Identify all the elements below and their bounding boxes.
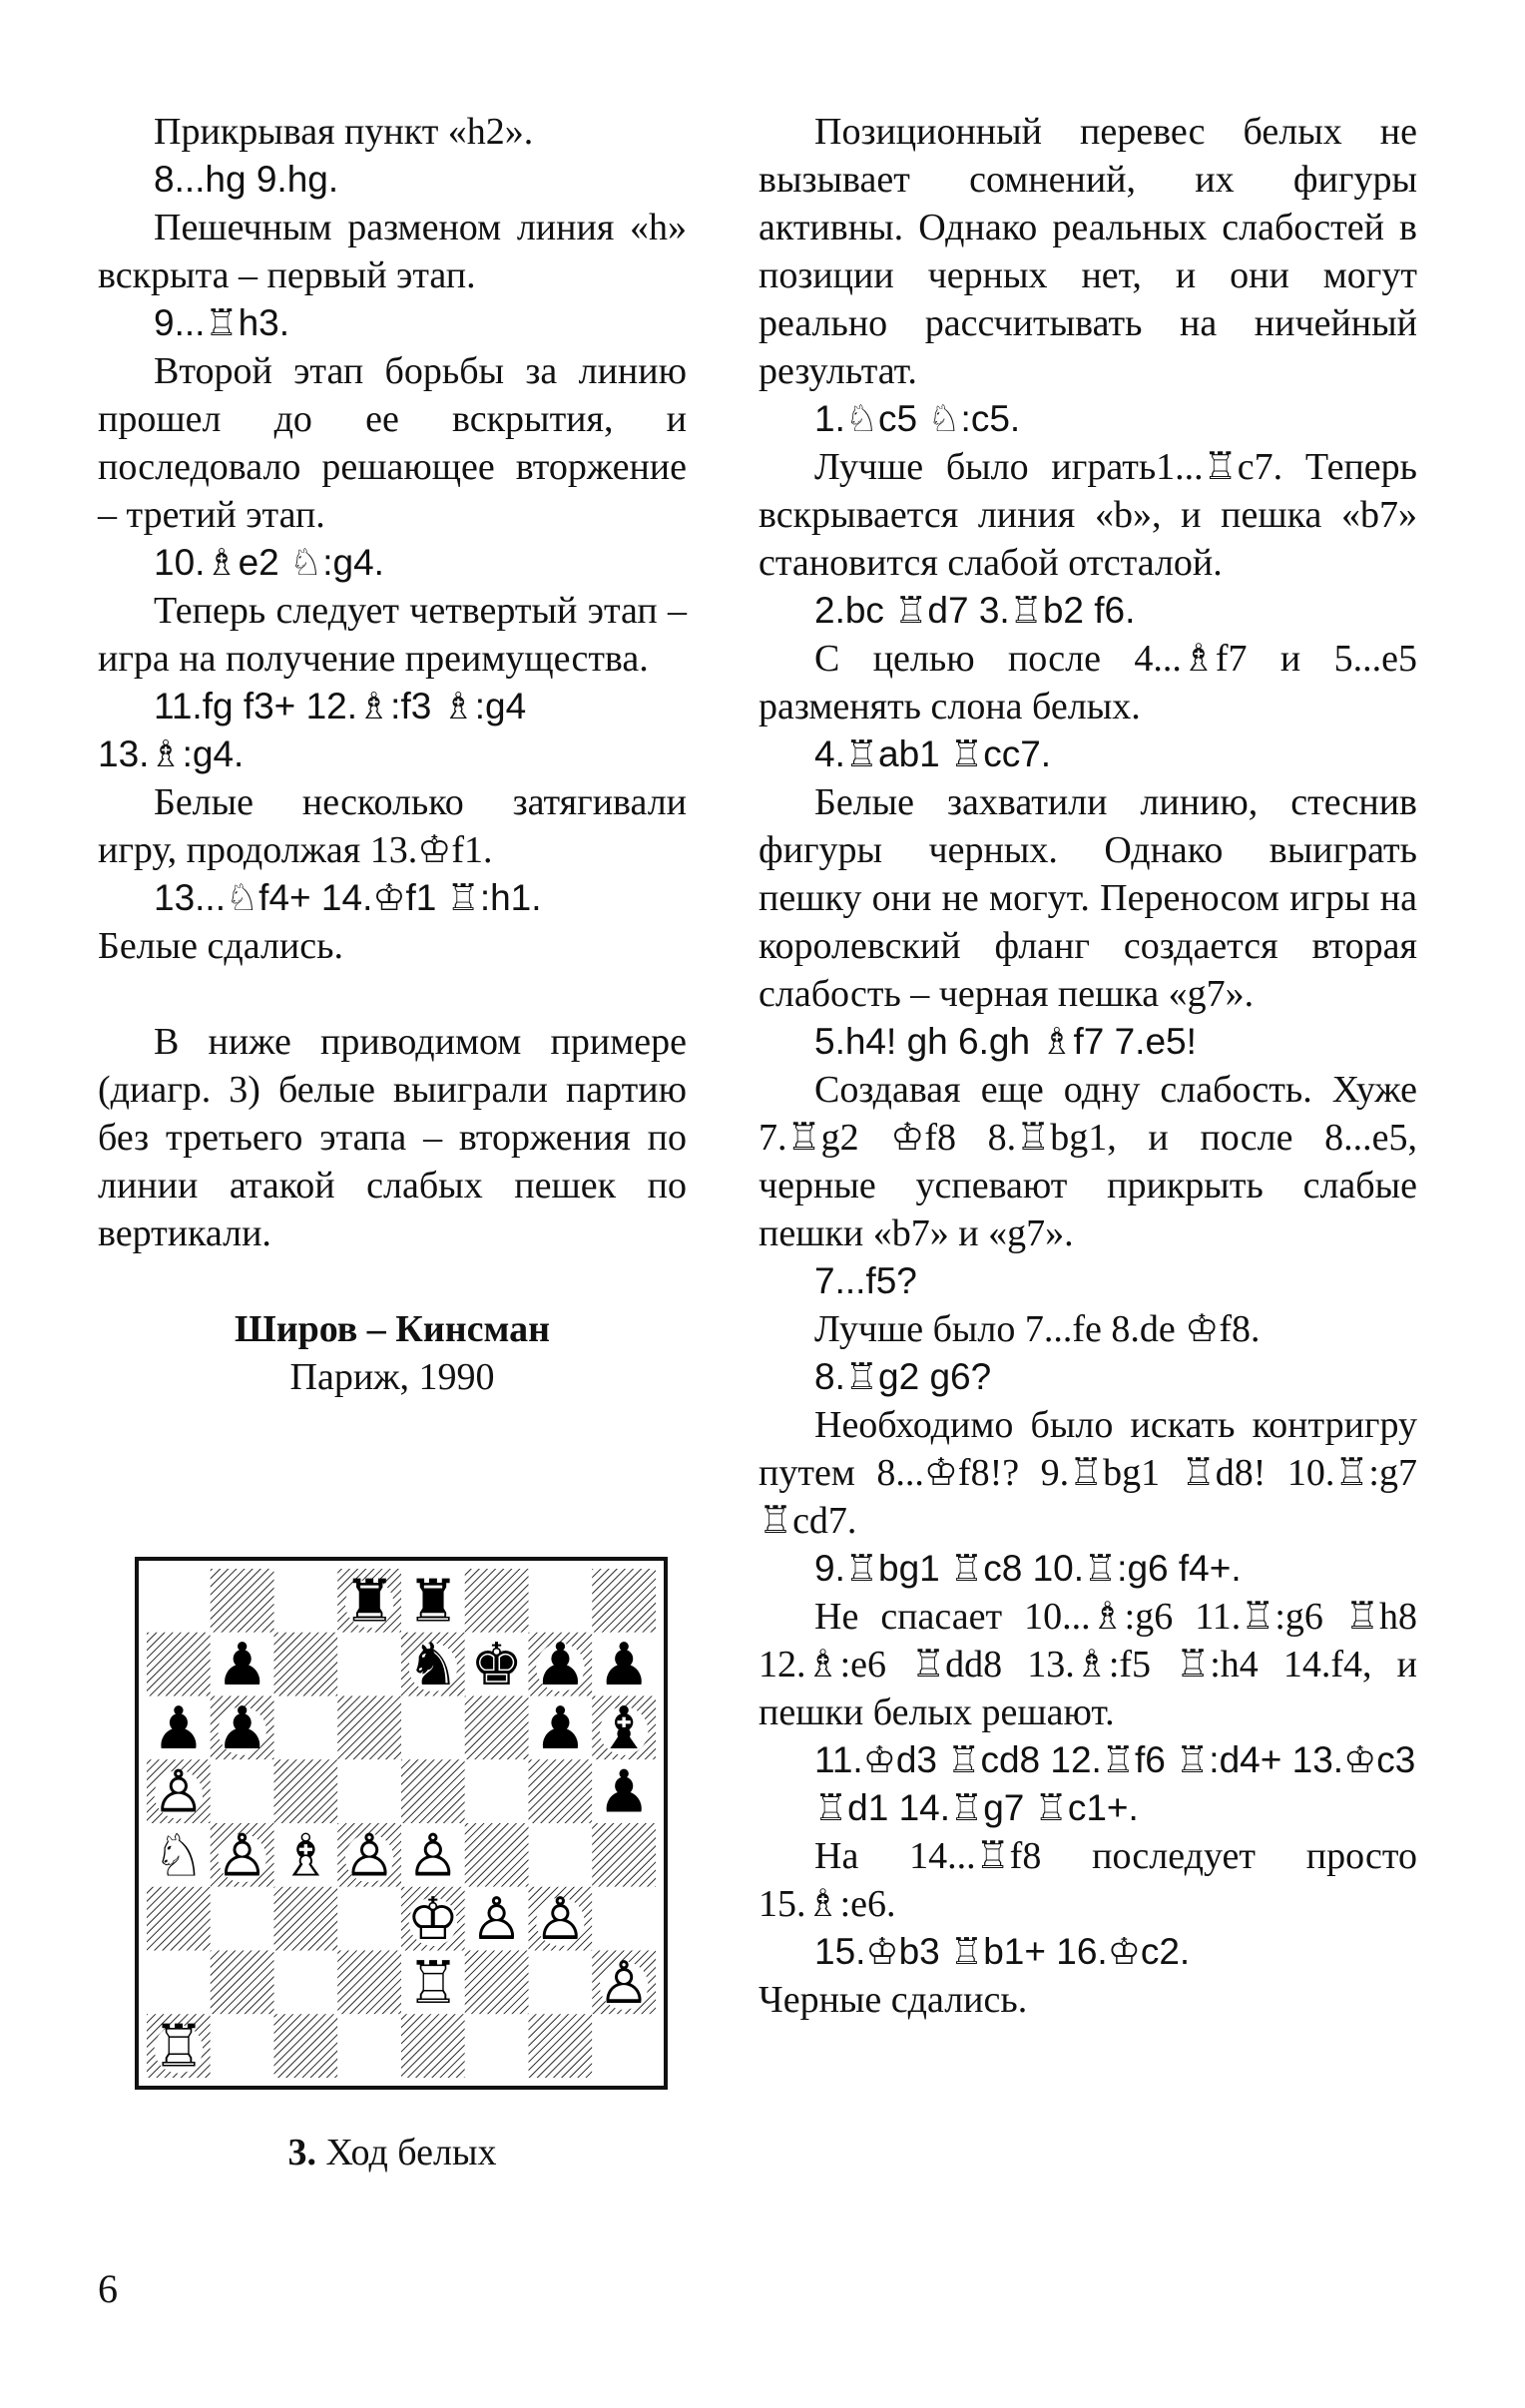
black-rook-icon (407, 1569, 460, 1635)
move-line: 2.bc ♖d7 3.♖b2 f6. (814, 590, 1136, 631)
light-square (147, 1569, 211, 1633)
move-line: 1.♘c5 ♘:c5. (814, 398, 1021, 439)
white-king-icon (407, 1885, 460, 1953)
paragraph: Лучше было играть1...♖c7. Теперь вскрывается линия «b», и пешка «b7» становится слабой отсталой. (759, 446, 1417, 584)
dark-square (592, 1823, 656, 1887)
light-square (465, 2014, 529, 2078)
right-column (759, 108, 1417, 2024)
dark-square (274, 1759, 338, 1823)
white-pawn-icon (153, 1758, 206, 1826)
black-king-icon (470, 1631, 523, 1698)
dark-square (465, 1569, 529, 1633)
diagram-caption-text: Ход белых (316, 2132, 497, 2173)
move-line: 13.♗:g4. (98, 733, 245, 774)
dark-square (274, 1633, 338, 1696)
paragraph: Создавая еще одну слабость. Хуже 7.♖g2 ♔f8 8.♖bg1, и после 8...e5, черные успевают прикрыть слабые пешки «b7» и «g7». (759, 1069, 1417, 1254)
light-square (337, 1759, 401, 1823)
black-pawn-icon (598, 1758, 651, 1826)
paragraph: Белые захватили линию, стеснив фигуры черных. Однако выиграть пешку они не могут. Переносом игры на королевский фланг создается вторая слабость – черная пешка «g7». (759, 781, 1417, 1015)
move-line: 15.♔b3 ♖b1+ 16.♔c2. (814, 1931, 1191, 1972)
paragraph: Белые сдались. (98, 925, 343, 967)
paragraph: С целью после 4...♗f7 и 5...e5 разменять слона белых. (759, 638, 1417, 727)
chess-board (147, 1569, 656, 2078)
white-pawn-icon (534, 1885, 587, 1953)
dark-square (211, 1951, 274, 2015)
white-pawn-icon (598, 1949, 651, 2017)
paragraph: Необходимо было искать контригру путем 8...♔f8!? 9.♖bg1 ♖d8! 10.♖:g7 ♖cd7. (759, 1404, 1417, 1542)
dark-square (529, 2014, 593, 2078)
white-pawn-icon (407, 1821, 460, 1889)
light-square (529, 1823, 593, 1887)
paragraph: Белые несколько затягивали игру, продолжая 13.♔f1. (98, 781, 687, 871)
move-line: 10.♗e2 ♘:g4. (154, 542, 384, 583)
move-line: 11.fg f3+ 12.♗:f3 ♗:g4 (154, 686, 527, 726)
dark-square (147, 1633, 211, 1696)
chess-diagram (135, 1557, 668, 2090)
white-pawn-icon (216, 1821, 268, 1889)
paragraph: Прикрывая пункт «h2». (154, 111, 534, 153)
white-rook-icon (153, 2013, 206, 2078)
diagram-caption (98, 2131, 687, 2174)
dark-square (592, 1569, 656, 1633)
black-knight-icon (407, 1631, 460, 1698)
light-square (211, 1887, 274, 1951)
black-pawn-icon (598, 1631, 651, 1698)
light-square (337, 1633, 401, 1696)
move-line: 9.♖bg1 ♖c8 10.♖:g6 f4+. (814, 1548, 1242, 1589)
light-square (274, 1696, 338, 1760)
move-line: 4.♖ab1 ♖cc7. (814, 733, 1052, 774)
black-pawn-icon (534, 1694, 587, 1762)
light-square (274, 1951, 338, 2015)
paragraph: Не спасает 10...♗:g6 11.♖:g6 ♖h8 12.♗:e6 ♖dd8 13.♗:f5 ♖:h4 14.f4, и пешки белых решают. (759, 1596, 1417, 1733)
dark-square (337, 1951, 401, 2015)
diagram-number: 3. (287, 2132, 316, 2173)
black-rook-icon (343, 1569, 396, 1635)
move-line: 8...hg 9.hg. (154, 159, 339, 200)
light-square (337, 2014, 401, 2078)
move-line: 13...♘f4+ 14.♔f1 ♖:h1. (154, 877, 542, 918)
light-square (592, 2014, 656, 2078)
light-square (529, 1951, 593, 2015)
white-rook-icon (407, 1949, 460, 2017)
move-line: 9...♖h3. (154, 302, 290, 343)
paragraph: Теперь следует четвертый этап – игра на получение преимущества. (98, 590, 687, 680)
dark-square (401, 1759, 465, 1823)
paragraph: Второй этап борьбы за линию прошел до ее вскрытия, и последовало решающее вторжение – третий этап. (98, 350, 687, 536)
paragraph: На 14...♖f8 последует просто 15.♗:e6. (759, 1835, 1417, 1925)
move-line: 7...f5? (814, 1260, 917, 1301)
move-line: 11.♔d3 ♖cd8 12.♖f6 ♖:d4+ 13.♔c3 ♖d1 14.♖g7 ♖c1+. (814, 1739, 1416, 1828)
paragraph: Черные сдались. (759, 1979, 1028, 2021)
black-pawn-icon (216, 1631, 268, 1698)
left-column (98, 108, 687, 1401)
dark-square (147, 1887, 211, 1951)
dark-square (465, 1696, 529, 1760)
white-knight-icon (153, 1821, 206, 1889)
black-pawn-icon (534, 1631, 587, 1698)
dark-square (529, 1759, 593, 1823)
light-square (529, 1569, 593, 1633)
black-pawn-icon (216, 1694, 268, 1762)
dark-square (401, 2014, 465, 2078)
paragraph: Пешечным разменом линия «h» вскрыта – первый этап. (98, 207, 687, 296)
dark-square (211, 1569, 274, 1633)
light-square (401, 1696, 465, 1760)
light-square (465, 1759, 529, 1823)
paragraph: В ниже приводимом примере (диагр. 3) белые выиграли партию без третьего этапа – вторжения по линии атакой слабых пешек по вертикали. (98, 1021, 687, 1254)
page-number: 6 (98, 2266, 118, 2311)
move-line: 8.♖g2 g6? (814, 1356, 992, 1397)
white-pawn-icon (343, 1821, 396, 1889)
white-pawn-icon (470, 1885, 523, 1953)
paragraph: Позиционный перевес белых не вызывает сомнений, их фигуры активны. Однако реальных слабостей в позиции черных нет, и они могут реально рассчитывать на ничейный результат. (759, 111, 1417, 392)
move-line: 5.h4! gh 6.gh ♗f7 7.e5! (814, 1021, 1197, 1062)
light-square (592, 1887, 656, 1951)
dark-square (465, 1951, 529, 2015)
black-pawn-icon (153, 1694, 206, 1762)
light-square (337, 1887, 401, 1951)
light-square (211, 2014, 274, 2078)
black-bishop-icon (598, 1694, 651, 1762)
light-square (147, 1951, 211, 2015)
light-square (274, 1569, 338, 1633)
dark-square (274, 1887, 338, 1951)
paragraph: Лучше было 7...fe 8.de ♔f8. (814, 1308, 1261, 1350)
light-square (211, 1759, 274, 1823)
dark-square (465, 1823, 529, 1887)
dark-square (337, 1696, 401, 1760)
game-place: Париж, 1990 (289, 1356, 495, 1398)
game-title: Широв – Кинсман (234, 1308, 551, 1350)
white-bishop-icon (279, 1821, 332, 1889)
dark-square (274, 2014, 338, 2078)
